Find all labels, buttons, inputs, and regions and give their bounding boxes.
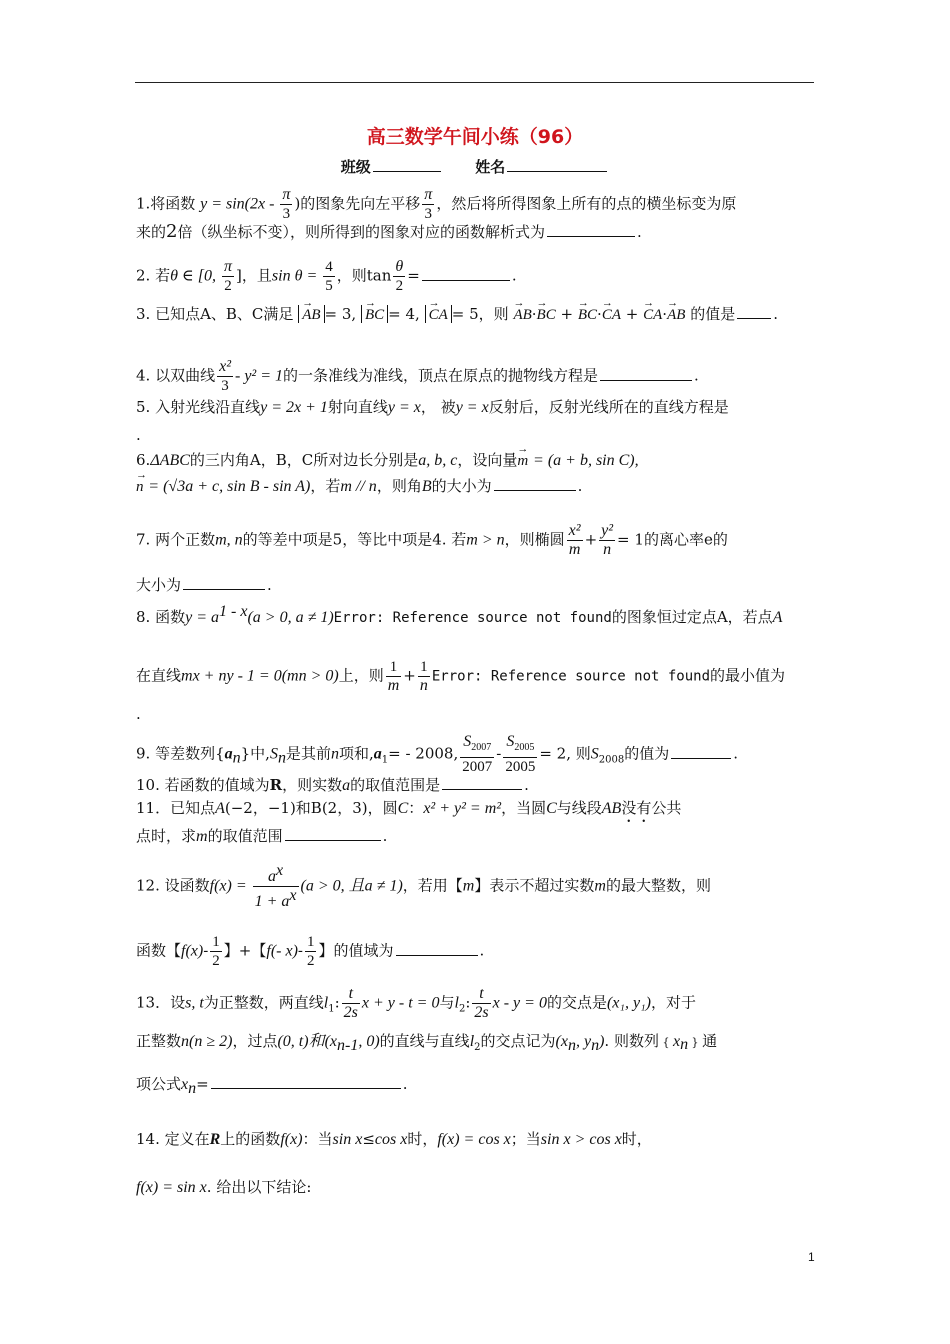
question-14-cont: f(x) = sin x. 给出以下结论: bbox=[136, 1178, 312, 1196]
question-6-cont: → n = (√3a + c, sin B - sin A)，若m // n，则角B的大小为 . bbox=[136, 475, 826, 498]
name-blank[interactable] bbox=[507, 157, 607, 172]
q13-answer-blank[interactable] bbox=[211, 1074, 401, 1089]
page-number: 1 bbox=[808, 1250, 815, 1264]
q2-answer-blank[interactable] bbox=[422, 266, 510, 281]
q11-answer-blank[interactable] bbox=[285, 826, 381, 841]
question-7: 7. 两个正数m, n的等差中项是5，等比中项是4. 若m > n，则椭圆 $\frac{\text{x²}}{m}$ + $\frac{\text{y²}}{n}$ = 1的离心率e的 bbox=[136, 522, 728, 558]
question-13-end: 项公式$x_n=$ . bbox=[136, 1075, 408, 1097]
q10-answer-blank[interactable] bbox=[442, 775, 522, 790]
question-11-cont: 点时，求m的取值范围 . bbox=[136, 827, 388, 845]
class-blank[interactable] bbox=[373, 157, 441, 172]
q7-answer-blank[interactable] bbox=[183, 575, 265, 590]
question-1-cont: 来的2倍（纵坐标不变），则所得到的图象对应的函数解析式为 . bbox=[136, 221, 642, 242]
question-8-cont: 在直线mx + ny - 1 = 0(mn > 0)上，则 $\frac{1}{m}$ + $\frac{1}{n}$ Error: Reference source not found的最小值为 bbox=[136, 659, 786, 694]
q3-answer-blank[interactable] bbox=[737, 304, 771, 319]
q4-answer-blank[interactable] bbox=[600, 366, 692, 381]
question-3: 3. 已知点A、B、C满足 → AB = 3, → BC = 4, → CA = 5，则 → AB·→ BC + → BC·→ CA + → CA·→ AB 的值是 . bbox=[136, 303, 826, 326]
q9-answer-blank[interactable] bbox=[671, 744, 731, 759]
question-12: 12. 设函数f(x) = $\frac{a^x}{1 + a^x}$ (a > 0, 且a ≠ 1)，若用【m】表示不超过实数m的最大整数，则 bbox=[136, 862, 711, 910]
question-8-end: . bbox=[136, 705, 141, 723]
question-11: 11．已知点A(−2，−1)和B(2，3)，圆C：x² + y² = m²，当圆C与线段AB没有公共 bbox=[136, 799, 682, 817]
student-info bbox=[0, 156, 950, 177]
question-7-cont: 大小为 . bbox=[136, 576, 272, 594]
page-title: 高三数学午间小练（96） bbox=[366, 126, 584, 148]
question-13-cont: 正整数n(n ≥ 2)，过点(0, t)和($x_{n-1}$, 0)的直线与直线$l_2$的交点记为($x_n$, $y_n$). 则数列 { $x_n$ } 通 bbox=[136, 1032, 718, 1054]
question-4: 4. 以双曲线 $\frac{\text{x²}}{3}$ - y² = 1的一条准线为准线，顶点在原点的抛物线方程是 . bbox=[136, 358, 699, 394]
question-14: 14. 定义在R上的函数f(x)：当sin x≤cos x时，f(x) = cos x；当sin x > cos x时， bbox=[136, 1130, 652, 1148]
q12-answer-blank[interactable] bbox=[396, 941, 478, 956]
question-10: 10. 若函数的值域为R，则实数a的取值范围是 . bbox=[136, 776, 529, 794]
question-13: 13．设s, t为正整数，两直线$l_1$: $\frac{t}{2s}$ x + y - t = 0与$l_2$: $\frac{t}{2s}$ x - y = 0的交点是(x₁, y₁)，对于 bbox=[136, 985, 696, 1021]
name-label: 姓名 bbox=[475, 158, 506, 176]
question-1: 1.将函数 y = sin(2x - $\frac{\pi}{3}$ )的图象先向左平移 $\frac{\pi}{3}$ ，然后将所得图象上所有的点的横坐标变为原 bbox=[136, 186, 737, 222]
question-2: 2. 若θ ∈ [0, $\frac{\pi}{2}$ ]，且sin θ = $\frac{4}{5}$ ，则tan $\frac{\theta}{2}$ = . bbox=[136, 258, 517, 294]
question-6: 6.ΔABC的三内角A，B，C所对边长分别是a, b, c，设向量→ m = (a + b, sin C), bbox=[136, 449, 826, 472]
question-5-cont: . bbox=[136, 426, 141, 444]
top-rule bbox=[135, 82, 814, 83]
question-5: 5. 入射光线沿直线y = 2x + 1射向直线y = x， 被y = x反射后，反射光线所在的直线方程是 bbox=[136, 398, 729, 416]
question-8: 8. 函数$y = a^{1 - x}(a > 0$, a ≠ 1)Error: Reference source not found的图象恒过定点A，若点A bbox=[136, 603, 783, 626]
q6-answer-blank[interactable] bbox=[494, 476, 576, 491]
q1-answer-blank[interactable] bbox=[547, 222, 635, 237]
question-12-cont: 函数【f(x)- $\frac{1}{2}$ 】+【f(- x)- $\frac{1}{2}$ 】的值域为 . bbox=[136, 934, 485, 969]
question-9: 9. 等差数列$\{a_n\}$中$,S_n$是其前n项和$,a_1= - 2008$, $\frac{S_{2007}}{2007}$ - $\frac{S_{2005}}{2005}$ = 2, 则$S_{2008}$的值为 . bbox=[136, 733, 738, 775]
class-label: 班级 bbox=[340, 158, 371, 176]
